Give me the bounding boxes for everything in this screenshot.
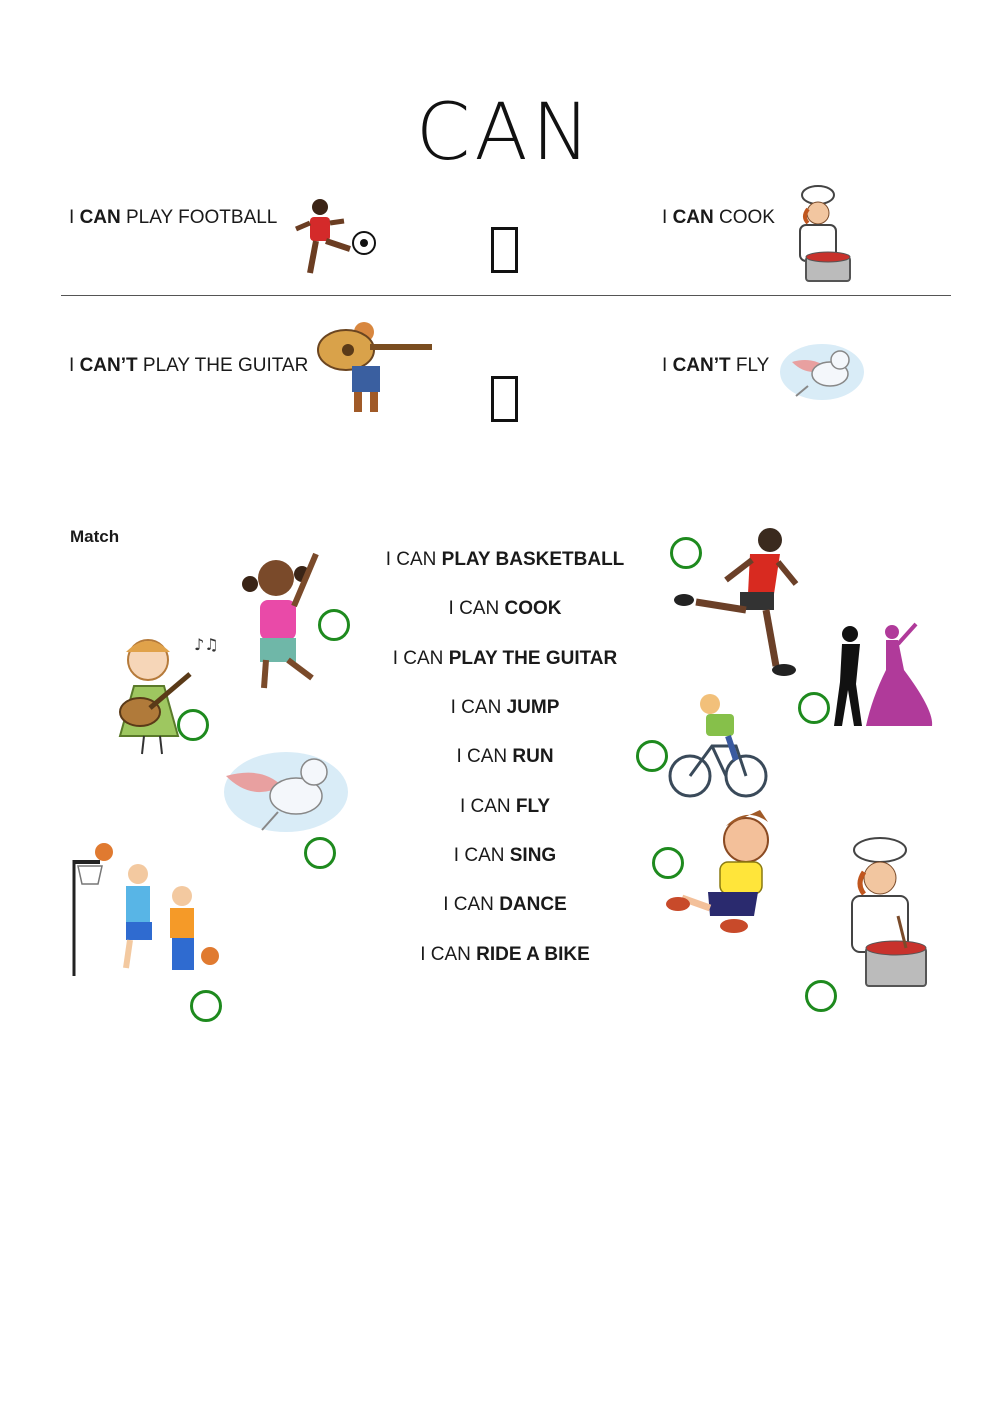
- sentence-ride-a-bike: I CAN RIDE A BIKE: [420, 944, 590, 965]
- answer-circle-cyclist[interactable]: [636, 740, 668, 772]
- example-can-cook: I CAN COOK: [662, 207, 775, 228]
- sentence-run: I CAN RUN: [456, 746, 554, 767]
- answer-circle-basketball[interactable]: [190, 990, 222, 1022]
- sentence-sing: I CAN SING: [453, 845, 557, 866]
- answer-circle-guitar-girl[interactable]: [177, 709, 209, 741]
- sentence-jump: I CAN JUMP: [450, 697, 560, 718]
- sentence-play-basketball: I CAN PLAY BASKETBALL: [385, 549, 625, 570]
- sentence-fly: I CAN FLY: [459, 796, 551, 817]
- section-divider: [61, 295, 951, 296]
- page-title: CAN: [415, 88, 595, 178]
- cooking-chef-picture: [836, 836, 938, 988]
- example-cant-play-guitar: I CAN’T PLAY THE GUITAR: [69, 355, 309, 376]
- answer-circle-chef[interactable]: [805, 980, 837, 1012]
- dancers-picture: [832, 622, 936, 730]
- example-cant-fly: I CAN’T FLY: [662, 355, 770, 376]
- answer-circle-runner[interactable]: [670, 537, 702, 569]
- sentence-cook: I CAN COOK: [448, 598, 562, 619]
- answer-circle-dancers[interactable]: [798, 692, 830, 724]
- flying-ghost-picture: [778, 340, 866, 410]
- svg-text:♪♫: ♪♫: [194, 635, 219, 654]
- sentence-dance: I CAN DANCE: [443, 894, 567, 915]
- jumping-boy-picture: [664, 808, 792, 936]
- answer-circle-jumping-boy[interactable]: [652, 847, 684, 879]
- cant-symbol-box: [491, 376, 518, 422]
- ghost-flying-picture: [222, 746, 350, 840]
- answer-circle-singer[interactable]: [318, 609, 350, 641]
- answer-circle-ghost[interactable]: [304, 837, 336, 869]
- cyclist-picture: [666, 690, 770, 800]
- can-symbol-box: [491, 227, 518, 273]
- chef-picture: [788, 185, 860, 287]
- sentence-play-the-guitar: I CAN PLAY THE GUITAR: [392, 648, 618, 669]
- example-can-play-football: I CAN PLAY FOOTBALL: [69, 207, 278, 228]
- guitar-player-picture: [316, 318, 438, 420]
- football-player-picture: [292, 195, 382, 287]
- basketball-players-picture: [70, 840, 224, 980]
- match-heading: Match: [70, 527, 120, 546]
